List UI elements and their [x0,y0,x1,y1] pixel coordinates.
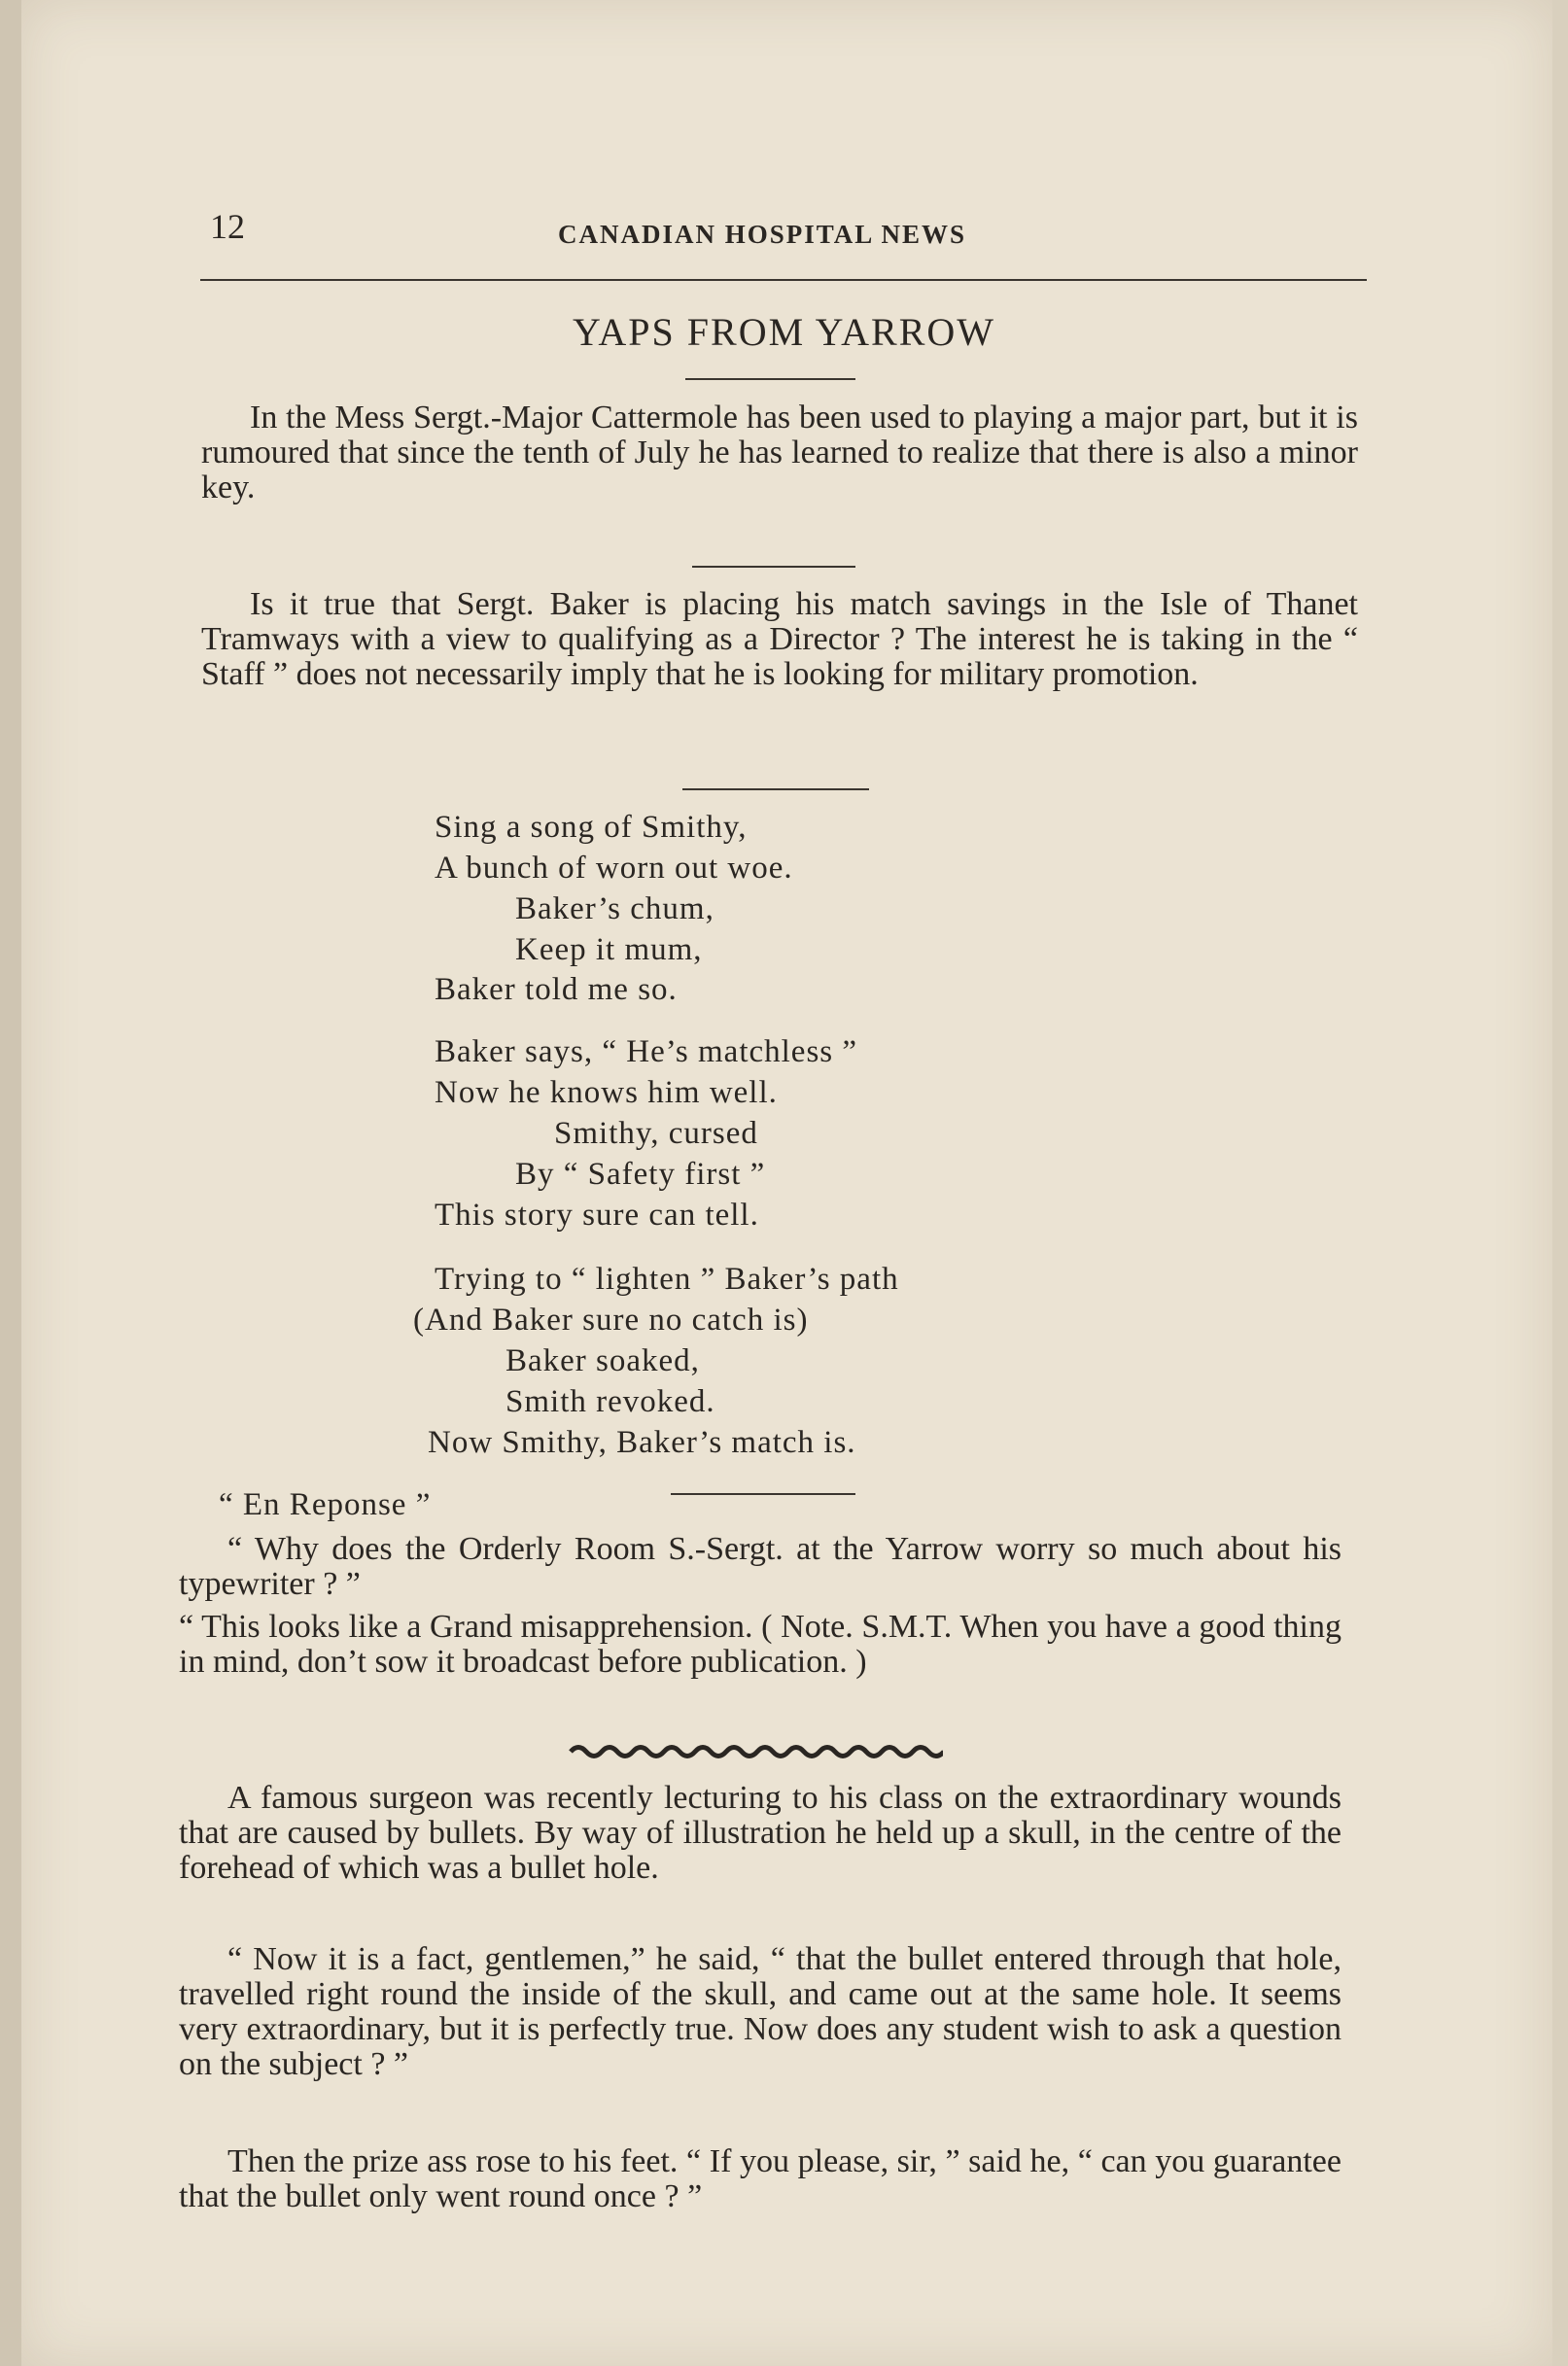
running-head [210,206,1367,255]
verse-line: Baker soaked, [505,1343,700,1378]
verse-line: Now Smithy, Baker’s match is. [428,1425,856,1460]
section-divider [682,788,869,790]
verse-line: Trying to “ lighten ” Baker’s path [435,1262,899,1297]
paragraph-surgeon: A famous surgeon was recently lecturing to his class on the extraordinary wounds that are caused by bullets. By way of illustration he held up a skull, in the centre of the forehead of which was a bullet hole. [179,1780,1342,1886]
verse-line: By “ Safety first ” [515,1157,766,1192]
verse-line: Baker says, “ He’s matchless ” [435,1034,858,1069]
header-rule [200,279,1367,281]
article-title: YAPS FROM YARROW [572,310,996,354]
verse-line: Keep it mum, [515,932,703,967]
paragraph-baker: Is it true that Sergt. Baker is placing his match savings in the Isle of Thanet Tramways with a view to qualifying as a Director ? The interest he is taking in the “ Staff ” does not necessarily imply that he is looking for military promotion. [201,586,1358,692]
verse-line: Baker’s chum, [515,891,714,926]
verse-line: Baker told me so. [435,972,678,1007]
verse-line: A bunch of worn out woe. [435,851,793,886]
verse-line: Smithy, cursed [554,1116,758,1151]
paragraph-bullet: “ Now it is a fact, gentlemen,” he said, “ that the bullet entered through that hole, travelled right round the inside of the skull, and came out at the same hole. It seems very extraordinary, but it is perfectly true. Now does any student wish to ask a question on the subject ? ” [179,1941,1342,2082]
section-divider [671,1493,855,1495]
verse-line: Sing a song of Smithy, [435,810,748,845]
verse-line: Now he knows him well. [435,1075,778,1110]
title-divider [685,378,855,380]
verse-line: Smith revoked. [505,1384,715,1419]
paragraph-question: “ Why does the Orderly Room S.-Sergt. at the Yarrow worry so much about his typewriter ? ” [179,1531,1342,1602]
en-reponse-heading: “ En Reponse ” [219,1487,432,1522]
paragraph-prize-ass: Then the prize ass rose to his feet. “ If you please, sir, ” said he, “ can you guarantee that the bullet only went round once ? ” [179,2143,1342,2214]
paragraph-mess-sergt: In the Mess Sergt.-Major Cattermole has been used to playing a major part, but it is rumoured that since the tenth of July he has learned to realize that there is also a minor key. [201,400,1358,505]
paragraph-answer: “ This looks like a Grand misapprehension. ( Note. S.M.T. When you have a good thing in mind, don’t sow it broadcast before publication. ) [179,1609,1342,1680]
page-edge [0,0,21,2366]
section-divider [692,566,855,568]
verse-line: This story sure can tell. [435,1198,759,1233]
page-number: 12 [210,207,245,246]
wavy-divider [569,1740,943,1763]
journal-title: CANADIAN HOSPITAL NEWS [558,220,967,249]
verse-line: (And Baker sure no catch is) [413,1303,809,1338]
